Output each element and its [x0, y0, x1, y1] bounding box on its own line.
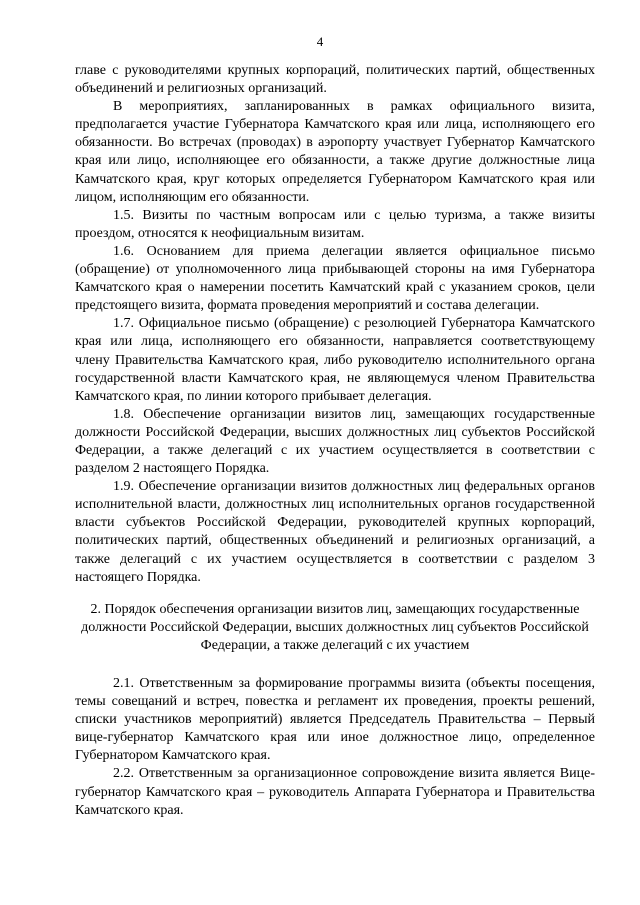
page-number: 4 [316, 34, 324, 49]
section-2-heading: 2. Порядок обеспечения организации визитов лиц, замещающих государственные должности Российской Федерации, высших должностных лиц субъектов Российской Федерации, а также делегаций с их участием [81, 601, 589, 653]
paragraph-1-5: 1.5. Визиты по частным вопросам или с целью туризма, а также визиты проездом, относятся к неофициальным визитам. [75, 207, 595, 241]
paragraph-participation: В мероприятиях, запланированных в рамках официального визита, предполагается участие Губернатора Камчатского края или лица, исполняющего его обязанности. Во встречах (проводах) в аэропорту участвует Губернатор Камчатского края или лицо, исполняющее его обязанности, а также другие должностные лица Камчатского края, круг которых определяется Губернатором Камчатского края или лицом, исполняющим его обязанности. [75, 99, 595, 205]
paragraph-2-2: 2.2. Ответственным за организационное сопровождение визита является Вице-губернатор Камчатского края – руководитель Аппарата Губернатора и Правительства Камчатского края. [75, 766, 595, 818]
paragraph-1-9: 1.9. Обеспечение организации визитов должностных лиц федеральных органов исполнительной власти, должностных лиц исполнительных органов государственной власти субъектов Российской Федерации, руководителей крупных корпораций, политических партий, общественных объединений и религиозных организаций, а также делегаций с их участием осуществляется в соответствии с разделом 3 настоящего Порядка. [75, 479, 595, 585]
paragraph-1-6: 1.6. Основанием для приема делегации является официальное письмо (обращение) от уполномоченного лица прибывающей стороны на имя Губернатора Камчатского края о намерении посетить Камчатский край с указанием сроков, цели предстоящего визита, формата проведения мероприятий и состава делегации. [75, 243, 595, 314]
document-body [75, 62, 595, 820]
paragraph-1-8: 1.8. Обеспечение организации визитов лиц, замещающих государственные должности Российской Федерации, высших должностных лиц субъектов Российской Федерации, а также делегаций с их участием осуществляется в соответствии с разделом 2 настоящего Порядка. [75, 406, 595, 477]
paragraph-continuation: главе с руководителями крупных корпораций, политических партий, общественных объединений и религиозных организаций. [75, 63, 595, 97]
paragraph-1-7: 1.7. Официальное письмо (обращение) с резолюцией Губернатора Камчатского края или лица, исполняющего его обязанности, направляется соответствующему члену Правительства Камчатского края, либо руководителю исполнительного органа государственной власти Камчатского края, не являющемуся членом Правительства Камчатского края, по линии которого прибывает делегация. [75, 316, 595, 404]
paragraph-2-1: 2.1. Ответственным за формирование программы визита (объекты посещения, темы совещаний и встреч, повестка и регламент их проведения, проекты решений, списки участников мероприятий) является Председатель Правительства – Первый вице-губернатор Камчатского края или иное должностное лицо, определенное Губернатором Камчатского края. [75, 676, 595, 764]
